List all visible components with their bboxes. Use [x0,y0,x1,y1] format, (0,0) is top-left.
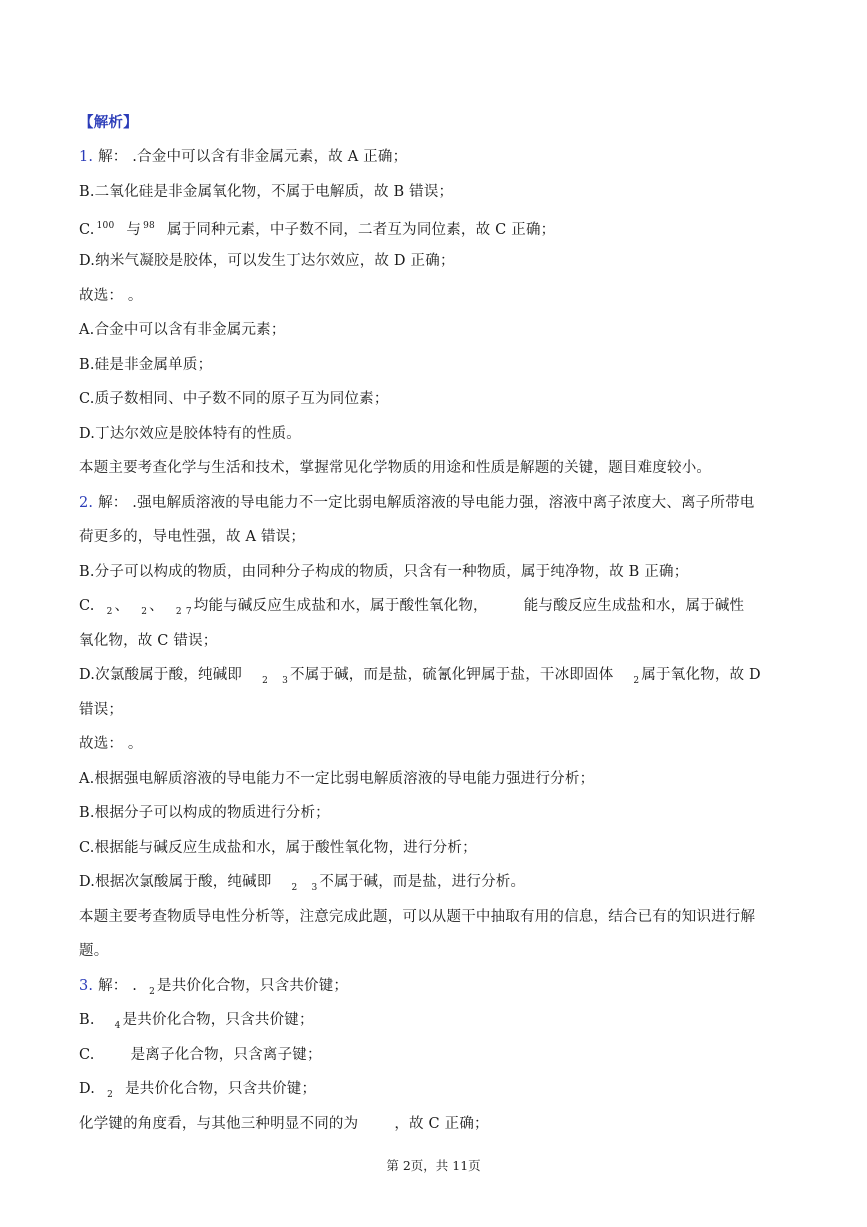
q3-line-a: 3. 解： . $_2$ 是共价化合物，只含共价键； [79,978,349,997]
q1-summary: 本题主要考查化学与生活和技术，掌握常见化学物质的用途和性质是解题的关键，题目难度较小。 [79,460,712,476]
q2-number: 2. [79,495,94,511]
q1-line-a: 1. 解： .合金中可以含有非金属元素，故 A 正确； [79,149,408,165]
q2-line-c2: 氧化物，故 C 错误； [79,633,218,649]
q1-line-b: B.二氧化硅是非金属氧化物，不属于电解质，故 B 错误； [79,184,454,200]
q1-line-d: D.纳米气凝胶是胶体，可以发生丁达尔效应，故 D 正确； [79,253,455,269]
section-header: 【解析】 [79,114,138,131]
q1-analysis-d: D.丁达尔效应是胶体特有的性质。 [79,426,301,442]
q3-conclusion: 化学键的角度看，与其他三种明显不同的为 ，故 C 正确； [79,1116,489,1132]
q3-line-d: D. $_2$ 是共价化合物，只含共价键； [79,1081,317,1100]
q1-analysis-a: A.合金中可以含有非金属元素； [79,322,286,338]
q3-line-b: B. $_4$ 是共价化合物，只含共价键； [79,1012,314,1031]
q3-line-c: C. 是离子化合物，只含离子键； [79,1047,322,1063]
q2-summary-2: 题。 [79,943,109,959]
q2-line-a2: 荷更多的，导电性强，故 A 错误； [79,529,306,545]
q1-analysis-c: C.质子数相同、中子数不同的原子互为同位素； [79,391,389,407]
q1-line-c: C. $^{100}$ 与 $^{98}$ 属于同种元素，中子数不同，二者互为同位素，故 C 正确； [79,221,556,238]
q2-choice: 故选： 。 [79,736,143,752]
q2-analysis-c: C.根据能与碱反应生成盐和水，属于酸性氧化物，进行分析； [79,840,477,856]
q2-line-d: D.次氯酸属于酸，纯碱即 $_2$ $_3$ 不属于碱，而是盐，硫氰化钾属于盐，干冰即固体 $_2$ 属于氧化物，故 D [79,667,761,686]
q2-analysis-d: D.根据次氯酸属于酸，纯碱即 $_2$ $_3$ 不属于碱，而是盐，进行分析。 [79,874,526,893]
q2-line-a1: 2. 解： .强电解质溶液的导电能力不一定比弱电解质溶液的导电能力强，溶液中离子浓度大、离子所带电 [79,495,755,511]
q3-number: 3. [79,978,94,994]
q1-analysis-b: B.硅是非金属单质； [79,357,213,373]
q2-analysis-b: B.根据分子可以构成的物质进行分析； [79,805,330,821]
q1-number: 1. [79,149,94,165]
page-footer: 第 2页，共 11页 [386,1158,481,1173]
q2-line-c: C. $_2$ 、 $_2$ 、 $_2$ $_7$ 均能与碱反应生成盐和水，属于酸性氧化物， 能与酸反应生成盐和水，属于碱性 [79,598,745,617]
q2-summary-1: 本题主要考查物质导电性分析等，注意完成此题，可以从题干中抽取有用的信息，结合已有的知识进行解 [79,909,756,925]
q2-analysis-a: A.根据强电解质溶液的导电能力不一定比弱电解质溶液的导电能力强进行分析； [79,771,595,787]
q1-choice: 故选： 。 [79,288,143,304]
q2-line-b: B.分子可以构成的物质，由同种分子构成的物质，只含有一种物质，属于纯净物，故 B 正确； [79,564,689,580]
q2-line-d2: 错误； [79,702,124,718]
